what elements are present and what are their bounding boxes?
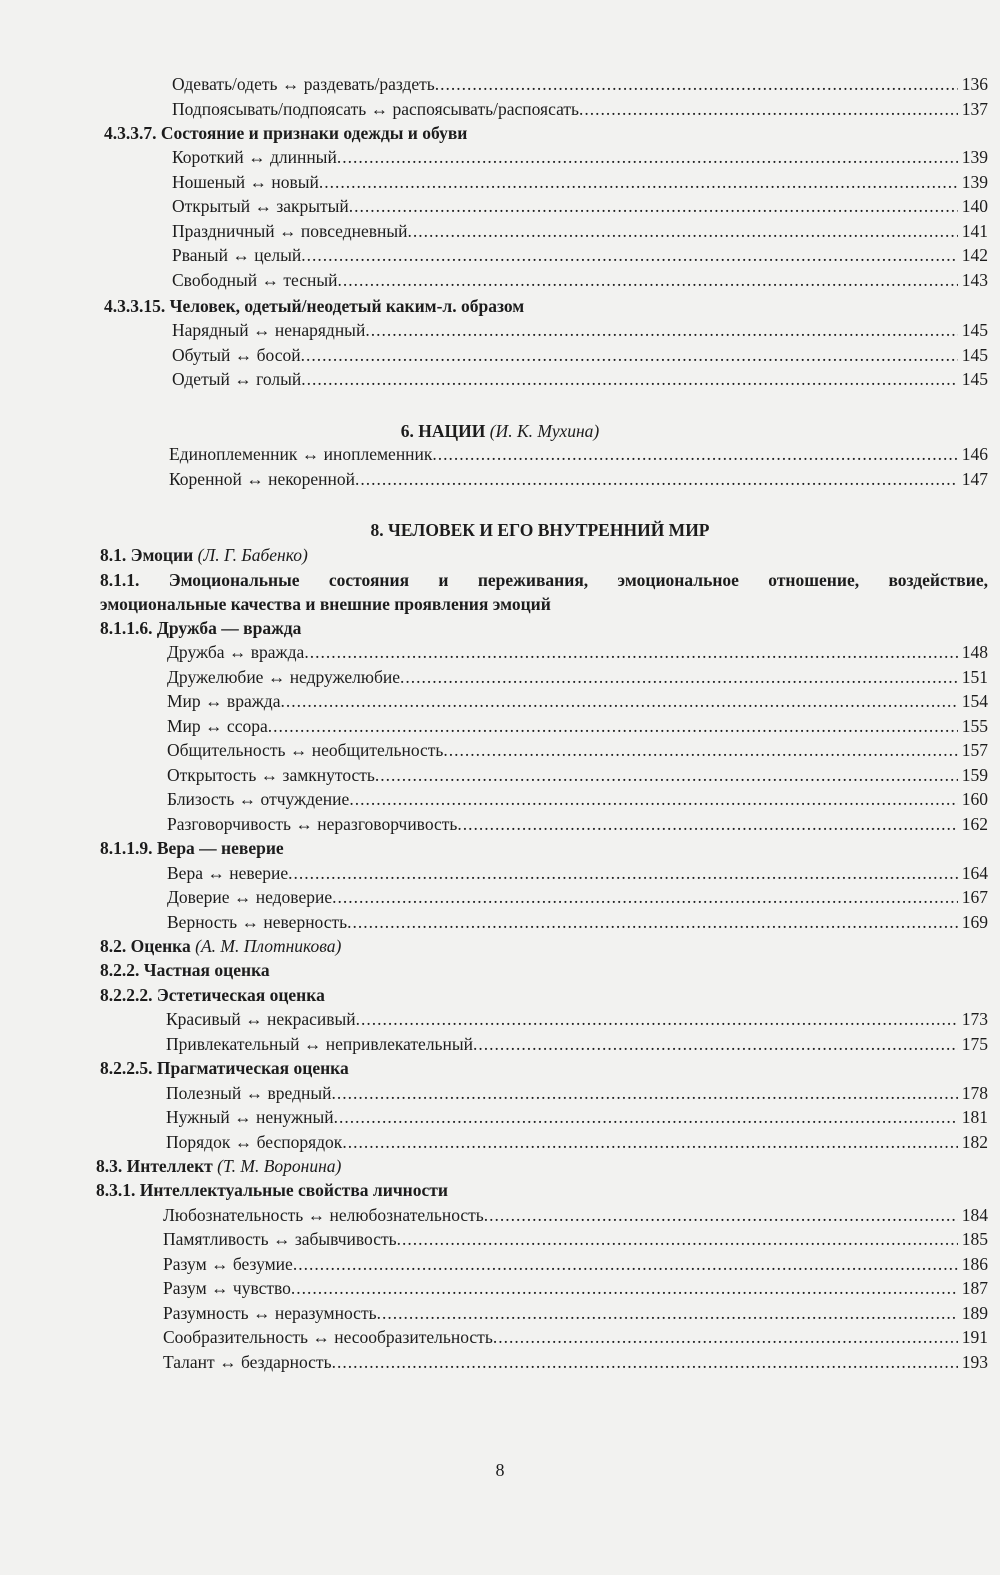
entry-page: 173	[961, 1009, 988, 1029]
entry-label: Разум ↔ безумие	[163, 1254, 293, 1274]
leader-dots	[331, 1081, 957, 1105]
chapter-title	[0, 419, 1000, 443]
section-heading: 8.1.1.9. Вера — неверие	[100, 838, 284, 858]
section-heading: 4.3.3.7. Состояние и признаки одежды и обуви	[104, 123, 468, 143]
toc-entry	[169, 442, 988, 466]
toc-entry	[172, 243, 988, 267]
toc-entry	[166, 1105, 988, 1129]
leader-dots	[280, 689, 957, 713]
section-name: 8.2. Оценка	[100, 936, 191, 956]
leader-dots	[365, 318, 957, 342]
leader-dots	[400, 665, 958, 689]
toc-entry	[167, 714, 988, 738]
entry-page: 167	[961, 887, 988, 907]
entry-label: Близость ↔ отчуждение	[167, 789, 350, 809]
leader-dots	[397, 1227, 958, 1251]
toc-entry	[166, 1130, 988, 1154]
toc-entry	[167, 787, 988, 811]
entry-label: Свободный ↔ тесный	[172, 270, 338, 290]
entry-page: 136	[961, 74, 988, 94]
entry-page: 178	[961, 1083, 988, 1103]
chapter-author: (И. К. Мухина)	[489, 421, 600, 441]
entry-page: 145	[961, 320, 988, 340]
leader-dots	[457, 812, 957, 836]
entry-page: 169	[961, 912, 988, 932]
entry-page: 189	[961, 1303, 988, 1323]
toc-entry	[167, 910, 988, 934]
toc-entry	[167, 763, 988, 787]
section-heading: 8.2.2. Частная оценка	[100, 960, 270, 980]
section-heading: 8.3.1. Интеллектуальные свойства личности	[96, 1180, 448, 1200]
entry-label: Праздничный ↔ повседневный	[172, 221, 408, 241]
leader-dots	[443, 738, 957, 762]
entry-page: 142	[961, 245, 988, 265]
toc-entry	[167, 861, 988, 885]
entry-page: 137	[961, 99, 988, 119]
toc-entry	[172, 343, 988, 367]
entry-label: Одетый ↔ голый	[172, 369, 302, 389]
entry-label: Дружба ↔ вражда	[167, 642, 305, 662]
entry-label: Короткий ↔ длинный	[172, 147, 337, 167]
toc-entry	[163, 1276, 988, 1300]
entry-label: Верность ↔ неверность	[167, 912, 348, 932]
entry-page: 139	[961, 172, 988, 192]
entry-page: 145	[961, 345, 988, 365]
toc-entry	[172, 145, 988, 169]
entry-page: 143	[961, 270, 988, 290]
entry-page: 184	[961, 1205, 988, 1225]
entry-page: 159	[961, 765, 988, 785]
entry-page: 162	[961, 814, 988, 834]
entry-label: Разговорчивость ↔ неразговорчивость	[167, 814, 458, 834]
entry-label: Порядок ↔ беспорядок	[166, 1132, 343, 1152]
leader-dots	[301, 343, 958, 367]
toc-entry	[167, 738, 988, 762]
entry-label: Обутый ↔ босой	[172, 345, 301, 365]
leader-dots	[288, 861, 958, 885]
entry-page: 148	[961, 642, 988, 662]
toc-entry	[167, 689, 988, 713]
entry-label: Сообразительность ↔ несообразительность	[163, 1327, 493, 1347]
entry-page: 141	[961, 221, 988, 241]
toc-entry	[163, 1325, 988, 1349]
entry-page: 191	[961, 1327, 988, 1347]
leader-dots	[355, 467, 958, 491]
toc-entry	[163, 1301, 988, 1325]
leader-dots	[332, 885, 958, 909]
entry-page: 160	[961, 789, 988, 809]
leader-dots	[342, 1130, 957, 1154]
leader-dots	[301, 243, 957, 267]
entry-label: Нарядный ↔ ненарядный	[172, 320, 366, 340]
entry-label: Мир ↔ ссора	[167, 716, 268, 736]
entry-page: 175	[961, 1034, 988, 1054]
leader-dots	[349, 787, 957, 811]
entry-label: Памятливость ↔ забывчивость	[163, 1229, 397, 1249]
entry-label: Полезный ↔ вредный	[166, 1083, 332, 1103]
toc-entry	[172, 72, 988, 96]
toc-entry	[167, 885, 988, 909]
leader-dots	[435, 72, 958, 96]
entry-label: Мир ↔ вражда	[167, 691, 281, 711]
entry-label: Дружелюбие ↔ недружелюбие	[167, 667, 401, 687]
entry-label: Нужный ↔ ненужный	[166, 1107, 334, 1127]
toc-entry	[167, 640, 988, 664]
section-heading: эмоциональные качества и внешние проявления эмоций	[100, 594, 551, 614]
toc-entry	[172, 219, 988, 243]
entry-label: Талант ↔ бездарность	[163, 1352, 332, 1372]
entry-page: 140	[961, 196, 988, 216]
entry-page: 182	[961, 1132, 988, 1152]
toc-entry	[163, 1203, 988, 1227]
entry-page: 139	[961, 147, 988, 167]
entry-page: 154	[961, 691, 988, 711]
leader-dots	[579, 97, 958, 121]
entry-label: Подпоясывать/подпоясать ↔ распоясывать/распоясать	[172, 99, 580, 119]
leader-dots	[432, 442, 957, 466]
entry-label: Одевать/одеть ↔ раздевать/раздеть	[172, 74, 435, 94]
entry-label: Разум ↔ чувство	[163, 1278, 291, 1298]
toc-entry	[166, 1007, 988, 1031]
entry-page: 164	[961, 863, 988, 883]
toc-entry	[167, 665, 988, 689]
section-author: (А. М. Плотникова)	[195, 936, 342, 956]
section-heading: 8.2.2.5. Прагматическая оценка	[100, 1058, 349, 1078]
toc-entry	[172, 170, 988, 194]
toc-entry	[163, 1227, 988, 1251]
entry-label: Коренной ↔ некоренной	[169, 469, 356, 489]
entry-label: Ношеный ↔ новый	[172, 172, 319, 192]
entry-label: Любознательность ↔ нелюбознательность	[163, 1205, 484, 1225]
entry-page: 151	[961, 667, 988, 687]
leader-dots	[293, 1252, 958, 1276]
leader-dots	[334, 1105, 958, 1129]
entry-label: Привлекательный ↔ непривлекательный	[166, 1034, 474, 1054]
entry-label: Рваный ↔ целый	[172, 245, 302, 265]
chapter-name: 6. НАЦИИ	[400, 421, 486, 441]
toc-entry	[163, 1252, 988, 1276]
section-heading	[100, 543, 308, 567]
section-heading	[100, 934, 341, 958]
entry-page: 193	[961, 1352, 988, 1372]
leader-dots	[319, 170, 958, 194]
toc-entry	[172, 97, 988, 121]
leader-dots	[493, 1325, 958, 1349]
entry-label: Открытый ↔ закрытый	[172, 196, 349, 216]
leader-dots	[337, 145, 958, 169]
leader-dots	[291, 1276, 958, 1300]
section-author: (Л. Г. Бабенко)	[197, 545, 308, 565]
entry-label: Единоплеменник ↔ иноплеменник	[169, 444, 433, 464]
section-name: 8.3. Интеллект	[96, 1156, 213, 1176]
leader-dots	[356, 1007, 958, 1031]
entry-page: 187	[961, 1278, 988, 1298]
leader-dots	[377, 1301, 958, 1325]
entry-label: Разумность ↔ неразумность	[163, 1303, 377, 1323]
entry-page: 181	[961, 1107, 988, 1127]
toc-entry	[163, 1350, 988, 1374]
entry-page: 146	[961, 444, 988, 464]
leader-dots	[337, 268, 957, 292]
toc-entry	[166, 1081, 988, 1105]
toc-entry	[167, 812, 988, 836]
entry-label: Доверие ↔ недоверие	[167, 887, 333, 907]
chapter-title: 8. ЧЕЛОВЕК И ЕГО ВНУТРЕННИЙ МИР	[370, 520, 710, 540]
leader-dots	[473, 1032, 958, 1056]
toc-entry	[172, 318, 988, 342]
toc-entry	[172, 367, 988, 391]
leader-dots	[332, 1350, 958, 1374]
entry-page: 186	[961, 1254, 988, 1274]
toc-entry	[172, 194, 988, 218]
toc-entry	[172, 268, 988, 292]
page-number: 8	[495, 1460, 505, 1480]
section-author: (Т. М. Воронина)	[217, 1156, 342, 1176]
section-heading: 8.1.1. Эмоциональные состояния и переживания, эмоциональное отношение, воздействие,	[100, 570, 988, 590]
entry-label: Вера ↔ неверие	[167, 863, 289, 883]
entry-label: Красивый ↔ некрасивый	[166, 1009, 356, 1029]
leader-dots	[304, 640, 957, 664]
section-heading: 4.3.3.15. Человек, одетый/неодетый каким-л. образом	[104, 296, 525, 316]
leader-dots	[408, 219, 958, 243]
section-heading: 8.2.2.2. Эстетическая оценка	[100, 985, 325, 1005]
leader-dots	[484, 1203, 958, 1227]
entry-page: 147	[961, 469, 988, 489]
toc-entry	[166, 1032, 988, 1056]
leader-dots	[268, 714, 958, 738]
leader-dots	[347, 910, 958, 934]
leader-dots	[375, 763, 958, 787]
section-heading: 8.1.1.6. Дружба — вражда	[100, 618, 302, 638]
entry-label: Общительность ↔ необщительность	[167, 740, 444, 760]
entry-page: 155	[961, 716, 988, 736]
toc-entry	[169, 467, 988, 491]
leader-dots	[301, 367, 958, 391]
entry-label: Открытость ↔ замкнутость	[167, 765, 375, 785]
entry-page: 157	[961, 740, 988, 760]
section-heading	[96, 1154, 341, 1178]
entry-page: 185	[961, 1229, 988, 1249]
leader-dots	[349, 194, 958, 218]
entry-page: 145	[961, 369, 988, 389]
section-name: 8.1. Эмоции	[100, 545, 194, 565]
